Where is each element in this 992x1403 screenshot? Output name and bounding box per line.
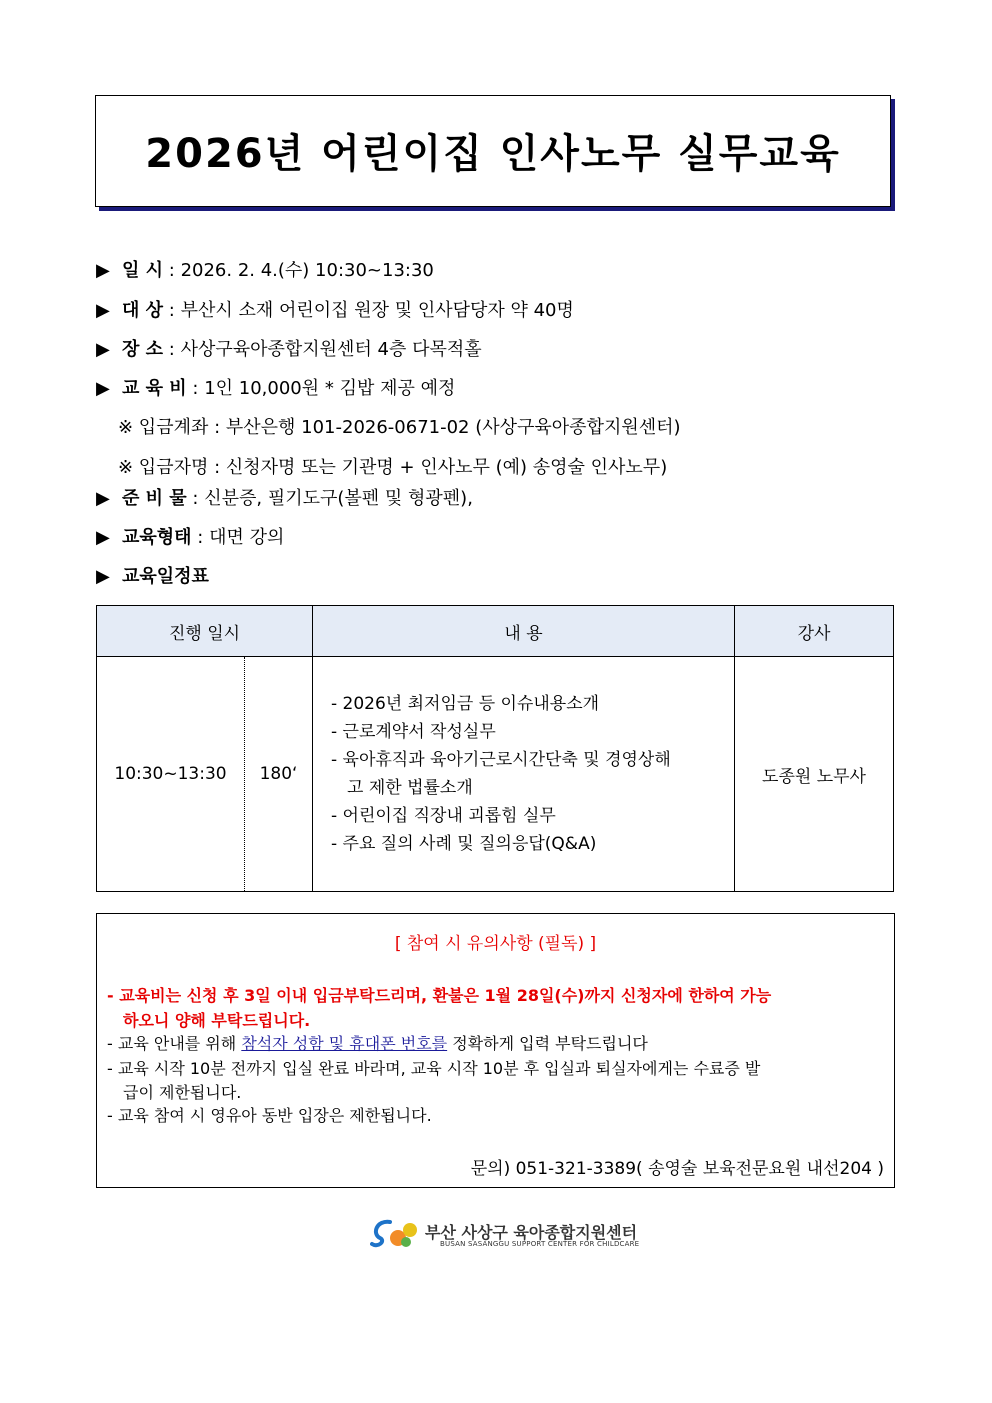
- info-label: 교육형태: [122, 527, 192, 548]
- notice-box: [96, 913, 895, 1188]
- notice-line-children: - 교육 참여 시 영유아 동반 입장은 제한됩니다.: [107, 1106, 432, 1125]
- arrow-icon: ▶: [96, 300, 110, 321]
- info-value: 2026. 2. 4.(수) 10:30~13:30: [180, 260, 434, 281]
- content-item: - 근로계약서 작성실무: [331, 722, 496, 742]
- logo-subtitle: BUSAN SASANGGU SUPPORT CENTER FOR CHILDCARE: [440, 1240, 640, 1248]
- arrow-icon: ▶: [96, 527, 110, 548]
- content-item: 고 제한 법률소개: [347, 778, 473, 798]
- info-label: 대 상: [122, 300, 164, 321]
- info-fee: ▶ 교 육 비 : 1인 10,000원 * 김밥 제공 예정: [96, 374, 455, 400]
- info-label: 준 비 물: [122, 488, 187, 509]
- notice-highlight: 참석자 성함 및 휴대폰 번호를: [241, 1034, 448, 1053]
- notice-line-refund-cont: 하오니 양해 부탁드립니다.: [123, 1011, 311, 1030]
- info-label: 교 육 비: [122, 378, 187, 399]
- content-item: - 육아휴직과 육아기근로시간단축 및 경영상해: [331, 750, 671, 770]
- contact-info: 문의) 051-321-3389( 송영술 보육전문요원 내선204 ): [470, 1159, 884, 1179]
- arrow-icon: ▶: [96, 378, 110, 399]
- schedule-table: [96, 605, 894, 892]
- arrow-icon: ▶: [96, 339, 110, 360]
- notice-title: [ 참여 시 유의사항 (필독) ]: [394, 934, 597, 954]
- table-row: [97, 657, 894, 892]
- cell-instructor: 도종원 노무사: [735, 657, 894, 892]
- info-supplies: ▶ 준 비 물 : 신분증, 필기도구(볼펜 및 형광펜),: [96, 484, 473, 510]
- notice-line-refund: - 교육비는 신청 후 3일 이내 입금부탁드리며, 환불은 1월 28일(수)까지 신청자에 한하여 가능: [107, 986, 772, 1005]
- info-format: ▶ 교육형태 : 대면 강의: [96, 523, 284, 549]
- note-account: ※ 입금계좌 : 부산은행 101-2026-0671-02 (사상구육아종합지원센터): [118, 417, 681, 438]
- info-target: ▶ 대 상 : 부산시 소재 어린이집 원장 및 인사담당자 약 40명: [96, 296, 574, 322]
- arrow-icon: ▶: [96, 566, 110, 587]
- center-logo-icon: [370, 1216, 420, 1252]
- info-date: ▶ 일 시 : 2026. 2. 4.(수) 10:30~13:30: [96, 256, 434, 282]
- header-instructor: 강사: [735, 606, 894, 657]
- info-value: 1인 10,000원 * 김밥 제공 예정: [204, 378, 456, 399]
- info-value: 부산시 소재 어린이집 원장 및 인사담당자 약 40명: [180, 300, 574, 321]
- cell-duration: 180‘: [245, 657, 313, 892]
- notice-line-entry-cont: 급이 제한됩니다.: [123, 1083, 242, 1102]
- arrow-icon: ▶: [96, 260, 110, 281]
- notice-line-contact-info: [107, 1031, 648, 1054]
- header-content: 내 용: [313, 606, 735, 657]
- info-value: 신분증, 필기도구(볼펜 및 형광펜),: [204, 488, 473, 509]
- header-time: 진행 일시: [97, 606, 313, 657]
- arrow-icon: ▶: [96, 488, 110, 509]
- content-item: - 주요 질의 사례 및 질의응답(Q&A): [331, 834, 597, 854]
- info-label: 장 소: [122, 339, 164, 360]
- content-item: - 어린이집 직장내 괴롭힘 실무: [331, 806, 556, 826]
- notice-line-entry: - 교육 시작 10분 전까지 입실 완료 바라며, 교육 시작 10분 후 입실과 퇴실자에게는 수료증 발: [107, 1059, 761, 1078]
- info-value: 대면 강의: [209, 527, 285, 548]
- info-label: 일 시: [122, 260, 164, 281]
- info-place: ▶ 장 소 : 사상구육아종합지원센터 4층 다목적홀: [96, 335, 482, 361]
- info-schedule-heading: [96, 562, 209, 588]
- cell-time: 10:30~13:30: [97, 657, 245, 892]
- page-title: 2026년 어린이집 인사노무 실무교육: [145, 131, 841, 177]
- notice-text: 정확하게 입력 부탁드립니다: [447, 1034, 648, 1053]
- notice-text: - 교육 안내를 위해: [107, 1034, 242, 1053]
- logo-name: 부산 사상구 육아종합지원센터: [425, 1223, 638, 1242]
- title-box: [95, 95, 891, 207]
- note-depositor: ※ 입금자명 : 신청자명 또는 기관명 + 인사노무 (예) 송영술 인사노무): [118, 457, 668, 478]
- info-label: 교육일정표: [122, 566, 209, 587]
- content-item: - 2026년 최저임금 등 이슈내용소개: [331, 694, 600, 714]
- info-value: 사상구육아종합지원센터 4층 다목적홀: [180, 339, 482, 360]
- cell-content: [313, 657, 735, 892]
